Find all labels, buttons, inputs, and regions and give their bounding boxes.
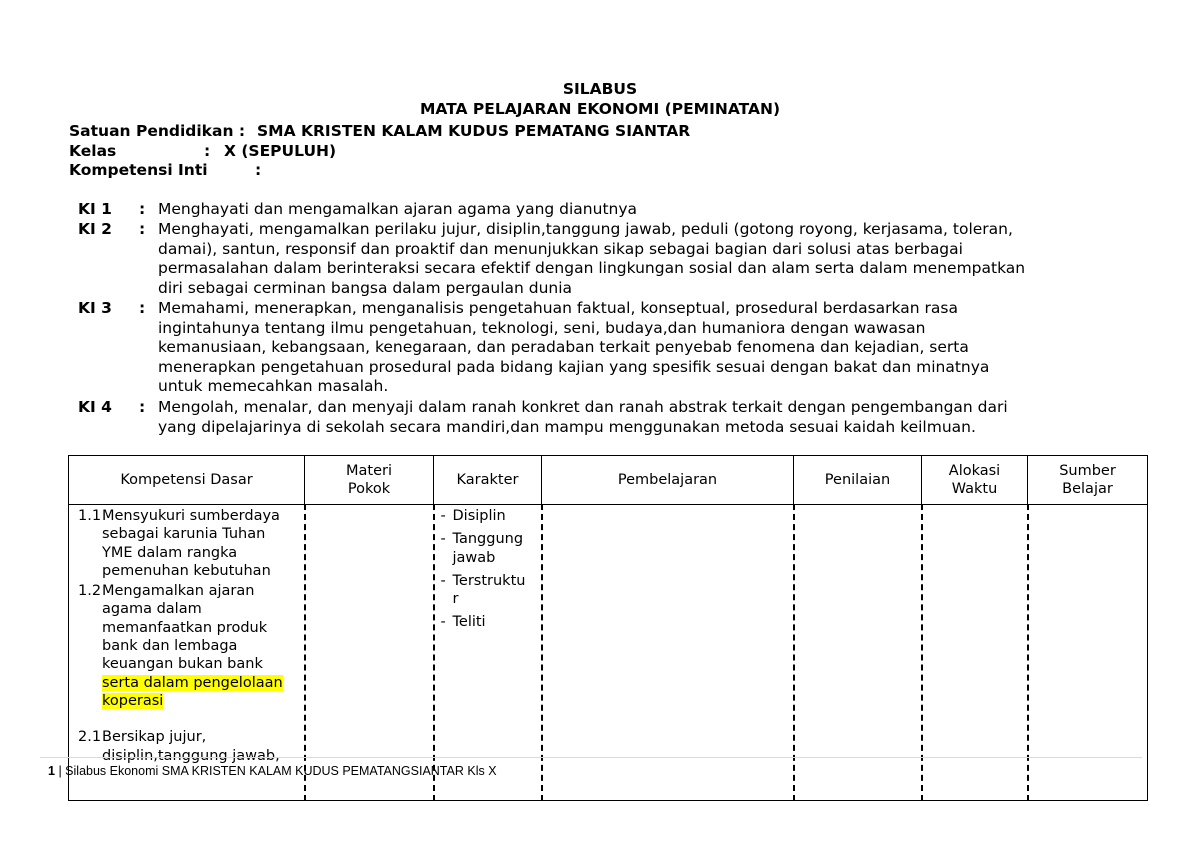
ki-text-line: ingintahunya tentang ilmu pengetahuan, teknologi, seni, budaya,dan humaniora dengan wawasan (158, 318, 926, 337)
document-subtitle: MATA PELAJARAN EKONOMI (PEMINATAN) (419, 100, 781, 118)
ki-text-line: menerapkan pengetahuan prosedural pada bidang kajian yang spesifik sesuai dengan bakat dan minatnya (158, 357, 990, 376)
footer-page-number: 1 (48, 764, 55, 778)
kompetensi-inti-label: Kompetensi Inti (69, 161, 208, 179)
ki-item-1 (78, 200, 1138, 220)
table-header-row (69, 456, 1148, 505)
kd-highlighted-line: serta dalam pengelolaan (102, 674, 283, 691)
ki-text-line: yang dipelajarinya di sekolah secara mandiri,dan mampu menggunakan metoda sesuai kaidah keilmuan. (158, 417, 976, 436)
kelas-label: Kelas (69, 142, 117, 160)
satuan-pendidikan-row (69, 122, 690, 141)
kelas-value: X (SEPULUH) (224, 142, 337, 160)
kd-line: YME dalam rangka (102, 544, 238, 561)
footer-divider (40, 757, 1142, 758)
satuan-pendidikan-label: Satuan Pendidikan : (69, 122, 246, 140)
ki-colon: : (139, 398, 146, 416)
karakter-item: - Teliti (440, 614, 486, 631)
document-title: SILABUS (562, 80, 638, 98)
kd-line: Bersikap jujur, (102, 729, 207, 746)
header-sumber-belajar: Sumber Belajar (1028, 456, 1148, 505)
ki-text-line: Menghayati dan mengamalkan ajaran agama yang dianutnya (158, 200, 638, 218)
kelas-colon: : (204, 142, 211, 160)
kd-number: 1.1 (78, 508, 102, 524)
kd-line: disiplin,tanggung jawab, (102, 747, 280, 764)
ki-item-2 (78, 220, 1138, 298)
ki-text-line: Memahami, menerapkan, menganalisis pengetahuan faktual, konseptual, prosedural berdasarkan rasa (158, 299, 958, 317)
kompetensi-inti-colon: : (255, 161, 262, 179)
kd-line: memanfaatkan produk (102, 619, 268, 636)
ki-item-3 (78, 299, 1138, 397)
page-footer (48, 763, 497, 779)
ki-text-line: Menghayati, mengamalkan perilaku jujur, disiplin,tanggung jawab, peduli (gotong royong, kerjasama, toleran, (158, 220, 1013, 238)
kd-number: 1.2 (78, 583, 102, 600)
ki-text-line: Mengolah, menalar, dan menyaji dalam ranah konkret dan ranah abstrak terkait dengan pengembangan dari (158, 398, 1008, 416)
ki-colon: : (139, 200, 146, 218)
kd-line: sebagai karunia Tuhan (102, 526, 266, 543)
ki-text-line: permasalahan dalam berinteraksi secara efektif dengan lingkungan sosial dan alam serta dalam menempatkan (158, 259, 1026, 278)
karakter-item: - Disiplin (440, 508, 506, 524)
ki-item-4 (78, 398, 1138, 437)
header-penilaian: Penilaian (794, 456, 922, 505)
ki-text-line: damai), santun, responsif dan proaktif dan menunjukkan sikap sebagai bagian dari solusi atas berbagai (158, 239, 963, 258)
karakter-item: - Tanggung jawab (440, 531, 524, 566)
kd-line: Mengamalkan ajaran (102, 583, 255, 600)
kd-highlighted-line: koperasi (102, 692, 164, 709)
header-kompetensi-dasar: Kompetensi Dasar (69, 456, 305, 505)
kd-line: keuangan bukan bank (102, 656, 263, 673)
kd-item (69, 507, 304, 580)
footer-text: Silabus Ekonomi SMA KRISTEN KALAM KUDUS PEMATANGSIANTAR Kls X (65, 764, 497, 778)
ki-text-line: untuk memecahkan masalah. (158, 377, 389, 396)
ki-colon: : (139, 220, 146, 238)
ki-code: KI 2 (78, 220, 112, 238)
karakter-item: - Terstruktu r (440, 572, 526, 608)
kelas-row (69, 142, 336, 161)
silabus-table (68, 455, 1148, 801)
header-alokasi-waktu: Alokasi Waktu (922, 456, 1028, 505)
kd-line: bank dan lembaga (102, 638, 238, 655)
ki-code: KI 3 (78, 299, 112, 317)
kd-item (69, 582, 304, 710)
footer-separator: | (58, 764, 62, 778)
kd-line: Mensyukuri sumberdaya (102, 508, 280, 524)
ki-colon: : (139, 299, 146, 317)
kd-number: 2.1 (78, 729, 102, 746)
kd-line: agama dalam (102, 601, 202, 618)
ki-code: KI 4 (78, 398, 112, 416)
header-karakter: Karakter (434, 456, 542, 505)
ki-code: KI 1 (78, 200, 112, 218)
ki-text-line: kemanusiaan, kebangsaan, kenegaraan, dan peradaban terkait penyebab fenomena dan kejadian, serta (158, 338, 969, 357)
header-pembelajaran: Pembelajaran (542, 456, 794, 505)
kompetensi-inti-row (69, 161, 261, 180)
kd-item (69, 728, 304, 765)
header-materi-pokok: Materi Pokok (305, 456, 434, 505)
kd-line: pemenuhan kebutuhan (102, 562, 271, 579)
ki-text-line: diri sebagai cerminan bangsa dalam pergaulan dunia (158, 278, 573, 297)
satuan-pendidikan-value: SMA KRISTEN KALAM KUDUS PEMATANG SIANTAR (257, 122, 691, 140)
